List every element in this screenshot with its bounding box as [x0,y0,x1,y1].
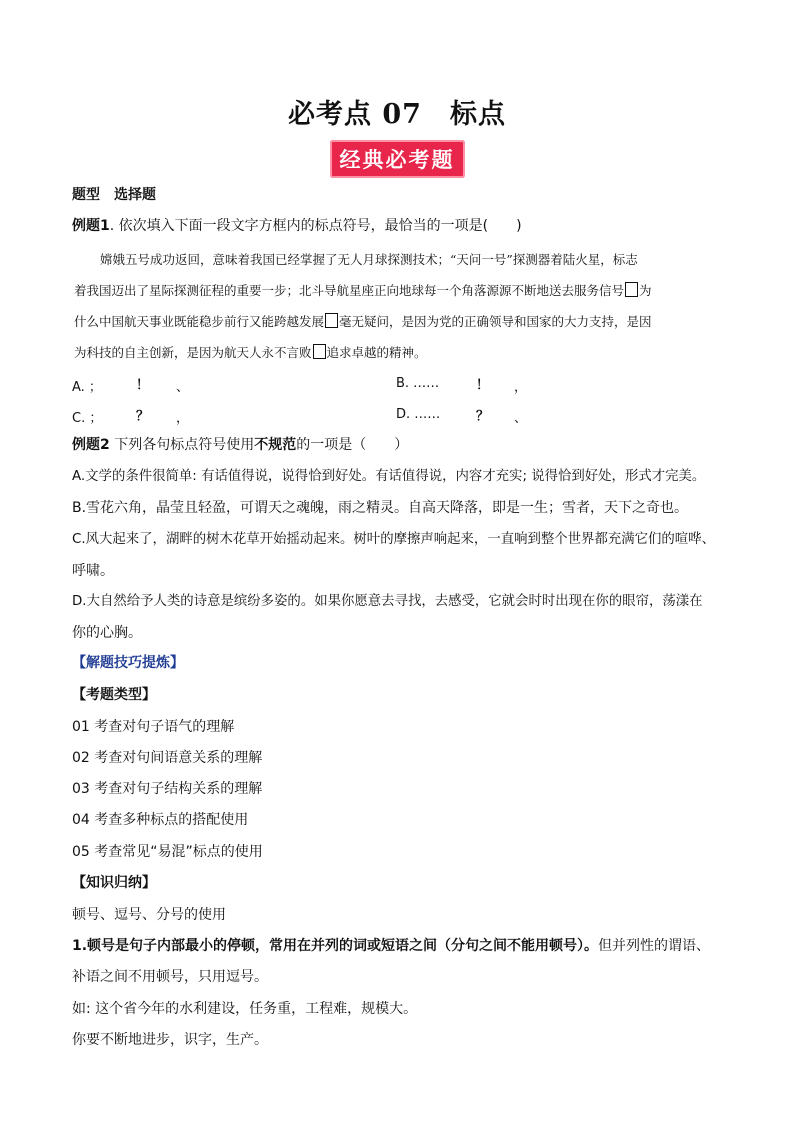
option-d-mark-3: 、 [514,411,528,426]
answer-box-1 [625,282,638,297]
q1-passage-line-2 [74,281,652,301]
badge-wrap [0,140,794,178]
answer-box-3 [313,344,326,359]
q1-stem-text: . 依次填入下面一段文字方框内的标点符号，最恰当的一项是( ) [109,218,522,234]
type-item-4: 04 考查多种标点的搭配使用 [72,812,249,828]
knowledge-subheading: 顿号、逗号、分号的使用 [72,907,226,923]
q1-passage-text-3a: 什么中国航天事业既能稳步前行又能跨越发展 [74,314,325,329]
rule-1-line-2: 补语之间不用顿号，只用逗号。 [72,969,268,985]
type-item-3: 03 考查对句子结构关系的理解 [72,781,263,797]
q1-passage-text-3b: 毫无疑问，是因为党的正确领导和国家的大力支持，是因 [339,314,652,329]
q1-passage-text-4a: 为科技的自主创新，是因为航天人永不言败 [74,345,312,360]
rule-1-rest: 但并列性的谓语、 [598,938,711,954]
q2-stem-emph: 不规范 [254,437,297,453]
q2-option-c-line-1: C.风大起来了，湖畔的树木花草开始摇动起来。树叶的摩擦声响起来，一直响到整个世界都充满它们的喧哗、 [72,532,715,547]
tips-heading: 【解题技巧提炼】 [72,655,184,671]
q1-passage-text-4b: 追求卓越的精神。 [326,345,427,360]
q1-passage-line-3 [74,312,652,332]
q1-passage-text-2b: 为 [639,283,652,298]
option-b-mark-3: ， [514,380,528,395]
q2-stem-post: 的一项是（ ） [296,437,409,453]
rule-1-line-1 [72,936,710,956]
type-item-2: 02 考查对句间语意关系的理解 [72,750,263,766]
q2-stem-pre: 下列各句标点符号使用 [109,437,255,453]
q2-option-a: A.文学的条件很简单: 有话值得说，说得恰到好处。有话值得说，内容才充实; 说得恰到好处，形式才完美。 [72,469,706,484]
q1-passage-line-1: 嫦娥五号成功返回，意味着我国已经掌握了无人月球探测技术；“天问一号”探测器着陆火星，标志 [100,252,638,267]
q2-stem [72,435,408,455]
option-a: A. ； [72,380,102,395]
q2-option-c-line-2: 呼啸。 [72,563,114,579]
classic-badge: 经典必考题 [330,140,465,178]
knowledge-heading: 【知识归纳】 [72,875,156,891]
example-1: 如: 这个省今年的水利建设，任务重，工程难，规模大。 [72,1001,418,1017]
option-c: C. ； [72,411,103,426]
option-a-mark-3: 、 [176,380,190,395]
q1-label: 例题1 [72,218,110,234]
option-b: B. …… [396,376,440,391]
q2-option-b: B.雪花六角，晶莹且轻盈，可谓天之魂魄，雨之精灵。自高天降落，即是一生；雪者，天下之奇也。 [72,500,689,516]
section-type: 题型 选择题 [72,187,156,203]
option-a-mark-2: ！ [136,378,150,393]
q2-option-d-line-2: 你的心胸。 [72,625,142,641]
q2-label: 例题2 [72,437,110,453]
answer-box-2 [325,313,338,328]
page-title: 必考点 07 标点 [288,99,506,130]
option-d-mark-2: ？ [476,409,490,424]
option-d: D. …… [396,407,441,422]
q1-passage-line-4 [74,343,427,363]
type-item-5: 05 考查常见“易混”标点的使用 [72,844,263,860]
rule-1-bold: 1.顿号是句子内部最小的停顿，常用在并列的词或短语之间（分句之间不能用顿号）。 [72,938,599,954]
q1-passage-text-2a: 着我国迈出了星际探测征程的重要一步；北斗导航星座正向地球每一个角落源源不断地送去服务信号 [74,283,625,298]
option-b-mark-2: ！ [476,378,490,393]
types-heading: 【考题类型】 [72,687,156,703]
q2-option-d-line-1: D.大自然给予人类的诗意是缤纷多姿的。如果你愿意去寻找，去感受，它就会时时出现在你的眼帘，荡漾在 [72,594,703,609]
option-c-mark-3: ， [176,411,190,426]
type-item-1: 01 考查对句子语气的理解 [72,719,235,735]
q1-stem [72,216,522,236]
option-c-mark-2: ？ [136,409,150,424]
example-2: 你要不断地进步，识字，生产。 [72,1032,268,1048]
